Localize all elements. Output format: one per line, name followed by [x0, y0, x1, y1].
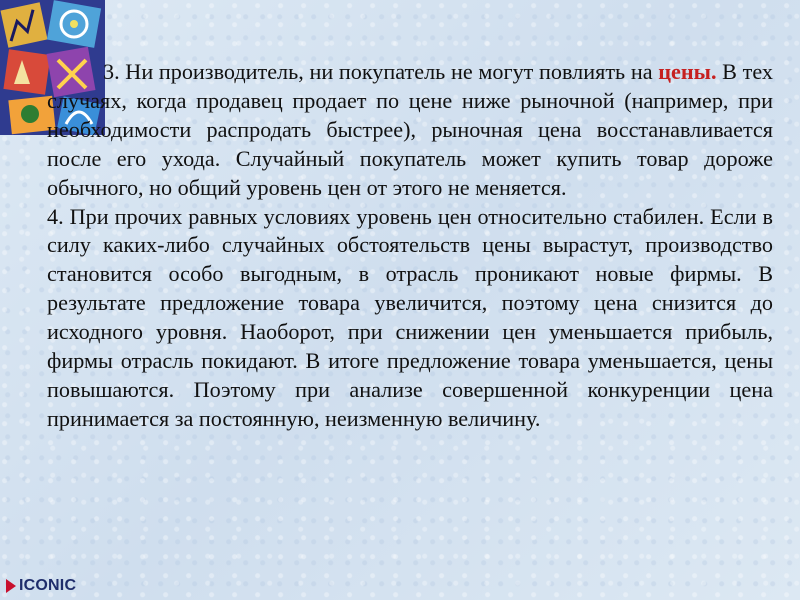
play-triangle-icon	[6, 579, 16, 593]
slide-body	[47, 58, 773, 434]
paragraph-3	[47, 58, 773, 203]
footer-logo	[6, 576, 76, 596]
highlighted-word: цены.	[658, 59, 717, 84]
paragraph-3-rest: В тех случаях, когда продавец продает по цене ниже рыночной (например, при необходимости распродать быстрее), рыночная цена восстанавливается после его ухода. Случайный покупатель может купить товар дороже обычного, но общий уровень цен от этого не меняется.	[47, 59, 773, 200]
paragraph-4: 4. При прочих равных условиях уровень цен относительно стабилен. Если в силу каких-либо случайных обстоятельств цены вырастут, производство становится особо выгодным, в отрасль проникают новые фирмы. В результате предложение товара увеличится, поэтому цена снизится до исходного уровня. Наоборот, при снижении цен уменьшается прибыль, фирмы отрасль покидают. В итоге предложение товара уменьшается, цены повышаются. Поэтому при анализе совершенной конкуренции цена принимается за постоянную, неизменную величину.	[47, 203, 773, 431]
footer-label: ICONIC	[19, 577, 77, 594]
paragraph-3-lead: 3. Ни производитель, ни покупатель не могут повлиять на	[103, 59, 659, 84]
